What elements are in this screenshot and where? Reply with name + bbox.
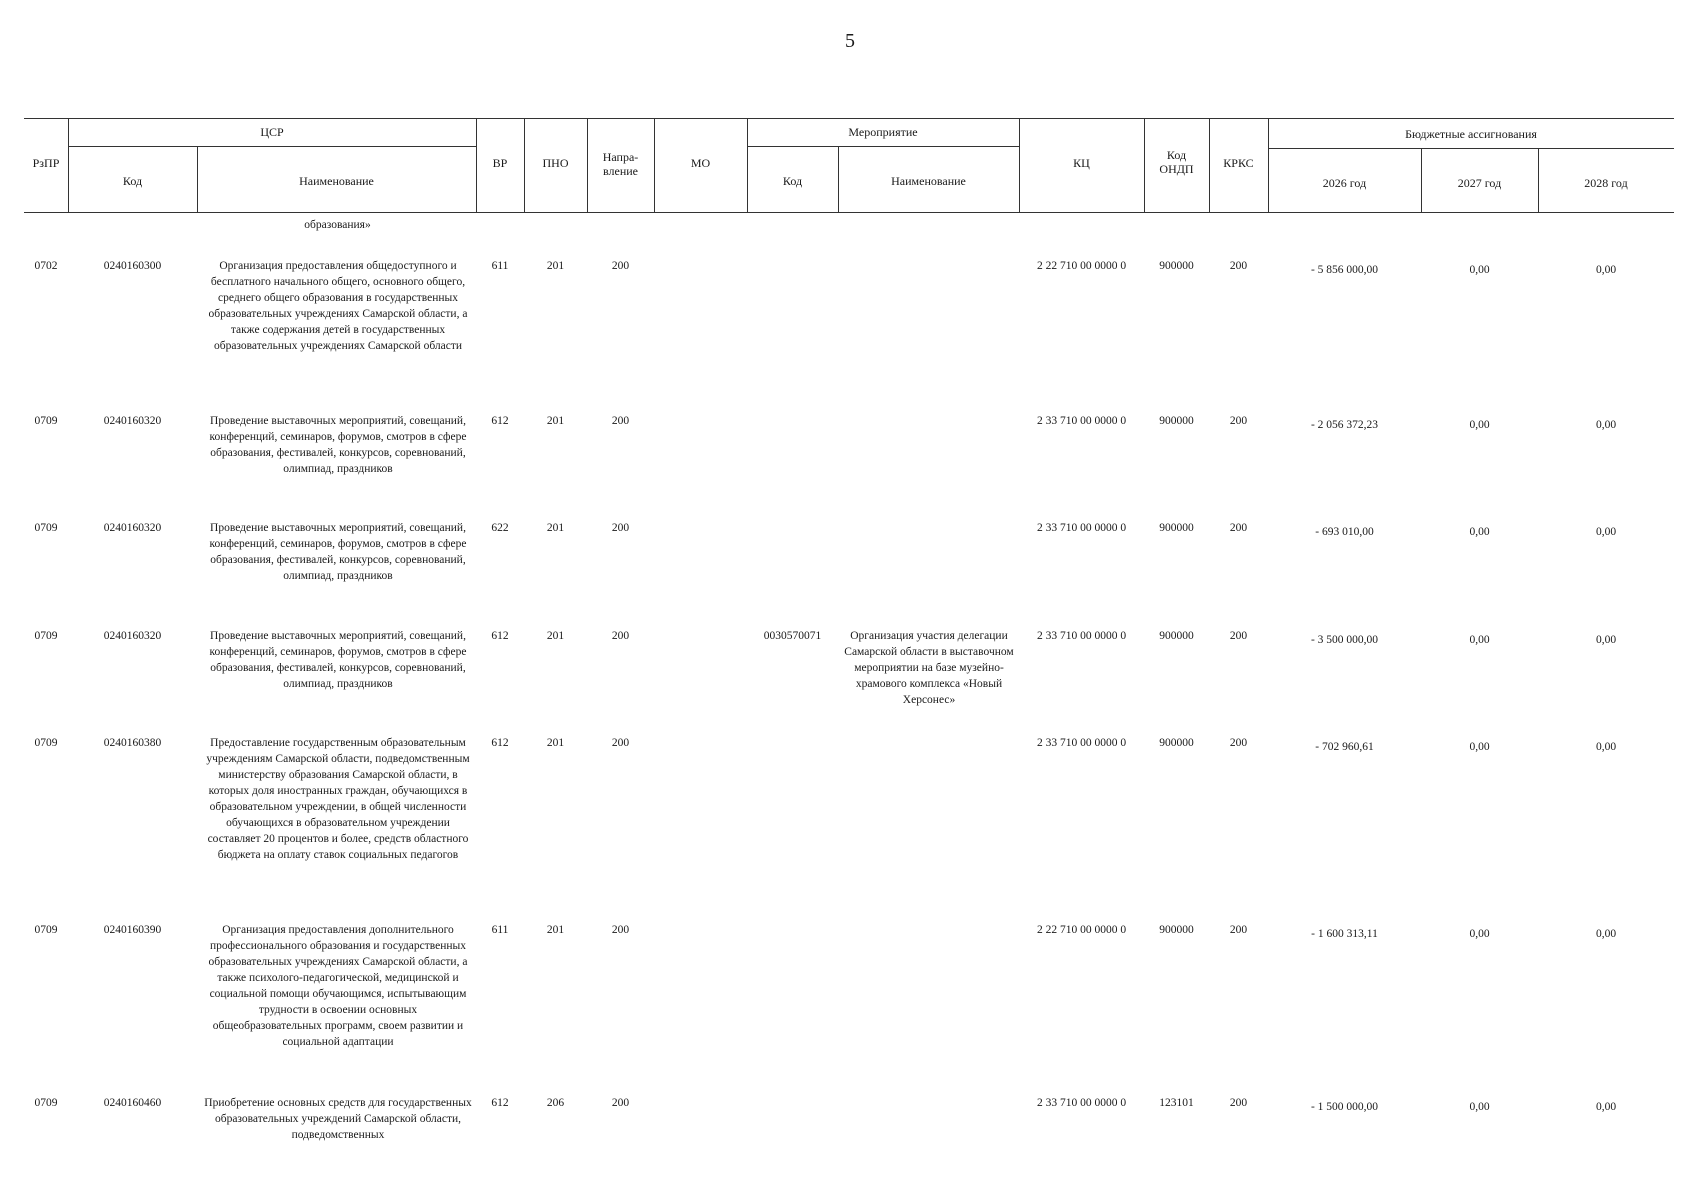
cell-2028: 0,00 bbox=[1595, 928, 1617, 940]
cell-direction: 200 bbox=[611, 630, 630, 642]
header-csr-name: Наименование bbox=[299, 174, 374, 188]
cell-csr-name: Проведение выставочных мероприятий, совещаний, конференций, семинаров, форумов, смотров в сфере образования, фестивалей, конкурсов, соревнований, олимпиад, праздников bbox=[209, 415, 467, 475]
cell-2027: 0,00 bbox=[1469, 264, 1490, 276]
cell-pno: 201 bbox=[546, 737, 565, 749]
cell-csr-code: 0240160380 bbox=[103, 737, 162, 749]
cell-csr-name: Приобретение основных средств для государственных образовательных учреждений Самарской области, подведомственных bbox=[204, 1097, 472, 1141]
cell-2026: - 5 856 000,00 bbox=[1310, 264, 1379, 276]
cell-pno: 201 bbox=[546, 924, 565, 936]
cell-vr: 612 bbox=[491, 630, 509, 642]
header-2027: 2027 год bbox=[1457, 176, 1502, 190]
cell-kc: 2 33 710 00 0000 0 bbox=[1036, 522, 1127, 534]
cell-2028: 0,00 bbox=[1595, 1101, 1617, 1113]
cell-ondp: 123101 bbox=[1159, 1097, 1194, 1109]
cell-2028: 0,00 bbox=[1595, 741, 1617, 753]
cell-vr: 612 bbox=[491, 415, 509, 427]
cell-krks: 200 bbox=[1229, 415, 1248, 427]
header-event: Мероприятие bbox=[848, 125, 918, 139]
header-pno: ПНО bbox=[542, 156, 569, 170]
cell-csr-name: Организация предоставления общедоступного и бесплатного начального общего, основного общего, среднего общего образования в государственных образовательных учреждениях Самарской области, а также содержания детей в государственных образовательных учреждениях Самарской области bbox=[208, 260, 468, 352]
cell-krks: 200 bbox=[1229, 260, 1248, 272]
cell-ondp: 900000 bbox=[1159, 522, 1194, 534]
cell-pno: 201 bbox=[546, 415, 565, 427]
cell-2026: - 702 960,61 bbox=[1315, 741, 1374, 753]
cell-csr-name: Организация предоставления дополнительного профессионального образования и государственных образовательных учреждениях Самарской области, а также психолого-педагогической, медицинской и социальной помощи обучающимся, испытывающим трудности в освоении основных общеобразовательных программ, своем развитии и социальной адаптации bbox=[208, 924, 468, 1048]
cell-direction: 200 bbox=[611, 924, 630, 936]
cell-ondp: 900000 bbox=[1159, 924, 1194, 936]
cell-pno: 201 bbox=[546, 260, 565, 272]
header-2028: 2028 год bbox=[1584, 176, 1628, 190]
cell-2027: 0,00 bbox=[1469, 1101, 1490, 1113]
cell-ondp: 900000 bbox=[1159, 260, 1194, 272]
cell-ondp: 900000 bbox=[1159, 630, 1194, 642]
cell-2026: - 3 500 000,00 bbox=[1310, 634, 1379, 646]
cell-csr-code: 0240160300 bbox=[103, 260, 162, 272]
cell-kc: 2 22 710 00 0000 0 bbox=[1036, 924, 1127, 936]
page-number: 5 bbox=[845, 30, 855, 52]
header-vr: ВР bbox=[492, 156, 508, 170]
table-header bbox=[24, 118, 1674, 214]
cell-csr-code: 0240160460 bbox=[103, 1097, 162, 1109]
cell-csr-name: Предоставление государственным образовательным учреждениям Самарской области, подведомственным министерству образования Самарской области, в которых доля иностранных граждан, обучающихся в образовательном учреждении, в общей численности обучающихся в образовательном учреждении составляет 20 процентов и более, средств областного бюджета на оплату ставок социальных педагогов bbox=[206, 737, 470, 861]
cell-2027: 0,00 bbox=[1469, 928, 1490, 940]
cell-rzpr: 0709 bbox=[34, 415, 58, 427]
cell-2027: 0,00 bbox=[1469, 419, 1490, 431]
header-mo: МО bbox=[690, 156, 711, 170]
cell-rzpr: 0709 bbox=[34, 924, 58, 936]
cell-direction: 200 bbox=[611, 522, 630, 534]
cell-krks: 200 bbox=[1229, 630, 1248, 642]
cell-rzpr: 0702 bbox=[34, 260, 58, 272]
header-ondp: Код ОНДП bbox=[1159, 148, 1194, 176]
cell-csr-code: 0240160320 bbox=[103, 522, 162, 534]
cell-rzpr: 0709 bbox=[34, 1097, 58, 1109]
cell-kc: 2 22 710 00 0000 0 bbox=[1036, 260, 1127, 272]
cell-vr: 611 bbox=[491, 260, 509, 272]
continued-text: образования» bbox=[304, 219, 371, 231]
cell-event-name: Организация участия делегации Самарской области в выставочном мероприятии на базе музейно-храмового комплекса «Новый Херсонес» bbox=[844, 630, 1014, 706]
header-rzpr: РзПР bbox=[32, 156, 60, 170]
cell-csr-name: Проведение выставочных мероприятий, совещаний, конференций, семинаров, форумов, смотров в сфере образования, фестивалей, конкурсов, соревнований, олимпиад, праздников bbox=[209, 522, 467, 582]
cell-2026: - 2 056 372,23 bbox=[1310, 419, 1379, 431]
cell-krks: 200 bbox=[1229, 737, 1248, 749]
cell-ondp: 900000 bbox=[1159, 415, 1194, 427]
cell-vr: 612 bbox=[491, 737, 509, 749]
header-direction: Напра- вление bbox=[602, 150, 639, 178]
header-budget: Бюджетные ассигнования bbox=[1405, 127, 1537, 141]
cell-2027: 0,00 bbox=[1469, 741, 1490, 753]
header-csr-code: Код bbox=[122, 174, 143, 188]
header-2026: 2026 год bbox=[1322, 176, 1367, 190]
cell-2027: 0,00 bbox=[1469, 634, 1490, 646]
cell-csr-code: 0240160320 bbox=[103, 415, 162, 427]
cell-event-code: 0030570071 bbox=[763, 630, 822, 642]
cell-csr-code: 0240160390 bbox=[103, 924, 162, 936]
cell-krks: 200 bbox=[1229, 1097, 1248, 1109]
cell-2026: - 1 500 000,00 bbox=[1310, 1101, 1379, 1113]
cell-kc: 2 33 710 00 0000 0 bbox=[1036, 630, 1127, 642]
cell-direction: 200 bbox=[611, 260, 630, 272]
cell-pno: 201 bbox=[546, 522, 565, 534]
cell-rzpr: 0709 bbox=[34, 630, 58, 642]
cell-pno: 201 bbox=[546, 630, 565, 642]
cell-vr: 611 bbox=[491, 924, 509, 936]
cell-vr: 622 bbox=[491, 522, 509, 534]
cell-kc: 2 33 710 00 0000 0 bbox=[1036, 737, 1127, 749]
cell-csr-name: Проведение выставочных мероприятий, совещаний, конференций, семинаров, форумов, смотров в сфере образования, фестивалей, конкурсов, соревнований, олимпиад, праздников bbox=[209, 630, 467, 690]
cell-vr: 612 bbox=[491, 1097, 509, 1109]
cell-rzpr: 0709 bbox=[34, 522, 58, 534]
cell-direction: 200 bbox=[611, 1097, 630, 1109]
header-csr: ЦСР bbox=[260, 125, 284, 139]
cell-2028: 0,00 bbox=[1595, 634, 1617, 646]
header-event-code: Код bbox=[782, 174, 803, 188]
cell-2028: 0,00 bbox=[1595, 419, 1617, 431]
cell-krks: 200 bbox=[1229, 924, 1248, 936]
cell-2026: - 1 600 313,11 bbox=[1311, 928, 1378, 940]
cell-2028: 0,00 bbox=[1595, 264, 1617, 276]
cell-2027: 0,00 bbox=[1469, 526, 1490, 538]
cell-direction: 200 bbox=[611, 415, 630, 427]
cell-kc: 2 33 710 00 0000 0 bbox=[1036, 1097, 1127, 1109]
header-kc: КЦ bbox=[1073, 156, 1090, 170]
cell-ondp: 900000 bbox=[1159, 737, 1194, 749]
cell-rzpr: 0709 bbox=[34, 737, 58, 749]
cell-kc: 2 33 710 00 0000 0 bbox=[1036, 415, 1127, 427]
cell-pno: 206 bbox=[546, 1097, 565, 1109]
cell-csr-code: 0240160320 bbox=[103, 630, 162, 642]
cell-direction: 200 bbox=[611, 737, 630, 749]
cell-2026: - 693 010,00 bbox=[1315, 526, 1374, 538]
header-event-name: Наименование bbox=[891, 174, 966, 188]
header-krks: КРКС bbox=[1223, 156, 1254, 170]
cell-krks: 200 bbox=[1229, 522, 1248, 534]
cell-2028: 0,00 bbox=[1595, 526, 1617, 538]
